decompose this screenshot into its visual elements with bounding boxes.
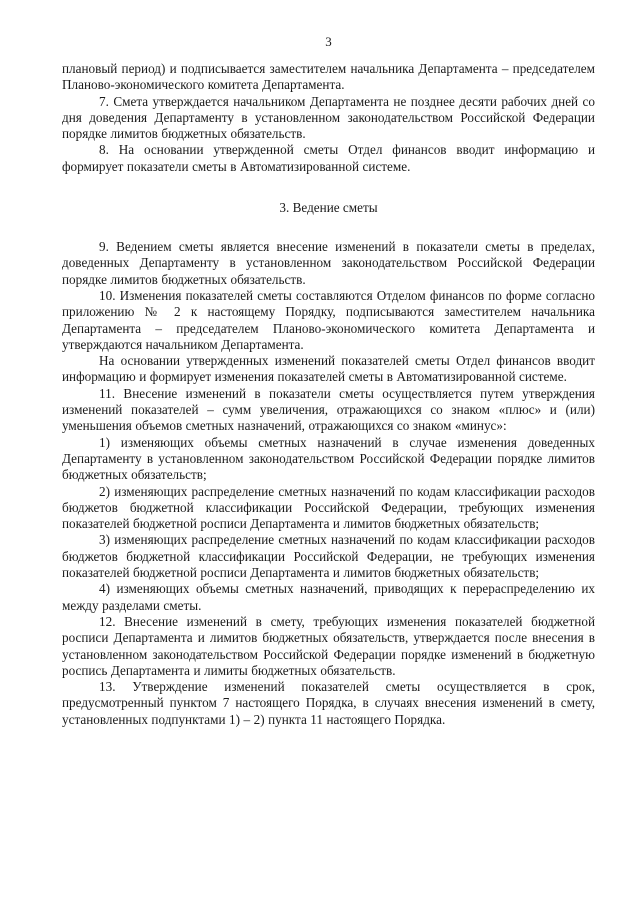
paragraph-item-7: 7. Смета утверждается начальником Департамента не позднее десяти рабочих дней со дня доведения Департаменту в установленном законодательством Российской Федерации порядке лимитов бюджетных обязательств. — [62, 93, 595, 142]
paragraph-item-9: 9. Ведением сметы является внесение изменений в показатели сметы в пределах, доведенных Департаменту в установленном законодательством Российской Федерации порядке лимитов бюджетных обязательств. — [62, 239, 595, 287]
paragraph-item-13: 13. Утверждение изменений показателей сметы осуществляется в срок, предусмотренный пунктом 7 настоящего Порядка, в случаях внесения изменений в смету, установленных подпунктами 1) – 2) пункта 11 настоящего Порядка. — [62, 679, 595, 727]
paragraph-item-8: 8. На основании утвержденной сметы Отдел финансов вводит информацию и формирует показатели сметы в Автоматизированной системе. — [62, 142, 595, 174]
paragraph-item-10: 10. Изменения показателей сметы составляются Отделом финансов по форме согласно приложению № 2 к настоящему Порядку, подписываются заместителем начальника Департамента – председателем Планово-экономического комитета Департамента и утверждаются начальником Департамента. — [62, 287, 595, 352]
paragraph-item-12: 12. Внесение изменений в смету, требующих изменения показателей бюджетной росписи Департамента и лимитов бюджетных обязательств, утверждается после внесения в установленном законодательством Российской Федерации порядке изменений в бюджетную роспись Департамента и лимиты бюджетных обязательств. — [62, 613, 595, 678]
document-body — [62, 61, 595, 728]
paragraph-subitem-1: 1) изменяющих объемы сметных назначений в случае изменения доведенных Департаменту в установленном законодательством Российской Федерации порядке лимитов бюджетных обязательств; — [62, 434, 595, 483]
paragraph-subitem-4: 4) изменяющих объемы сметных назначений, приводящих к перераспределению их между разделами сметы. — [62, 581, 595, 613]
paragraph-item-11: 11. Внесение изменений в показатели сметы осуществляется путем утверждения изменений показателей – сумм увеличения, отражающихся со знаком «плюс» и (или) уменьшения объемов сметных назначений, отражающихся со знаком «минус»: — [62, 385, 595, 434]
section-heading: 3. Ведение сметы — [279, 200, 378, 216]
paragraph-item-10-note: На основании утвержденных изменений показателей сметы Отдел финансов вводит информацию и формирует изменения показателей сметы в Автоматизированной системе. — [62, 353, 595, 385]
paragraph-subitem-3: 3) изменяющих распределение сметных назначений по кодам классификации расходов бюджетов бюджетной классификации Российской Федерации, не требующих изменения показателей бюджетной росписи Департамента и лимитов бюджетных обязательств; — [62, 532, 595, 581]
page-number: 3 — [325, 34, 332, 49]
paragraph-subitem-2: 2) изменяющих распределение сметных назначений по кодам классификации расходов бюджетов бюджетной классификации Российской Федерации, требующих изменения показателей бюджетной росписи Департамента и лимитов бюджетных обязательств; — [62, 483, 595, 532]
paragraph-continuation: плановый период) и подписывается заместителем начальника Департамента – председателем Планово-экономического комитета Департамента. — [62, 61, 595, 93]
